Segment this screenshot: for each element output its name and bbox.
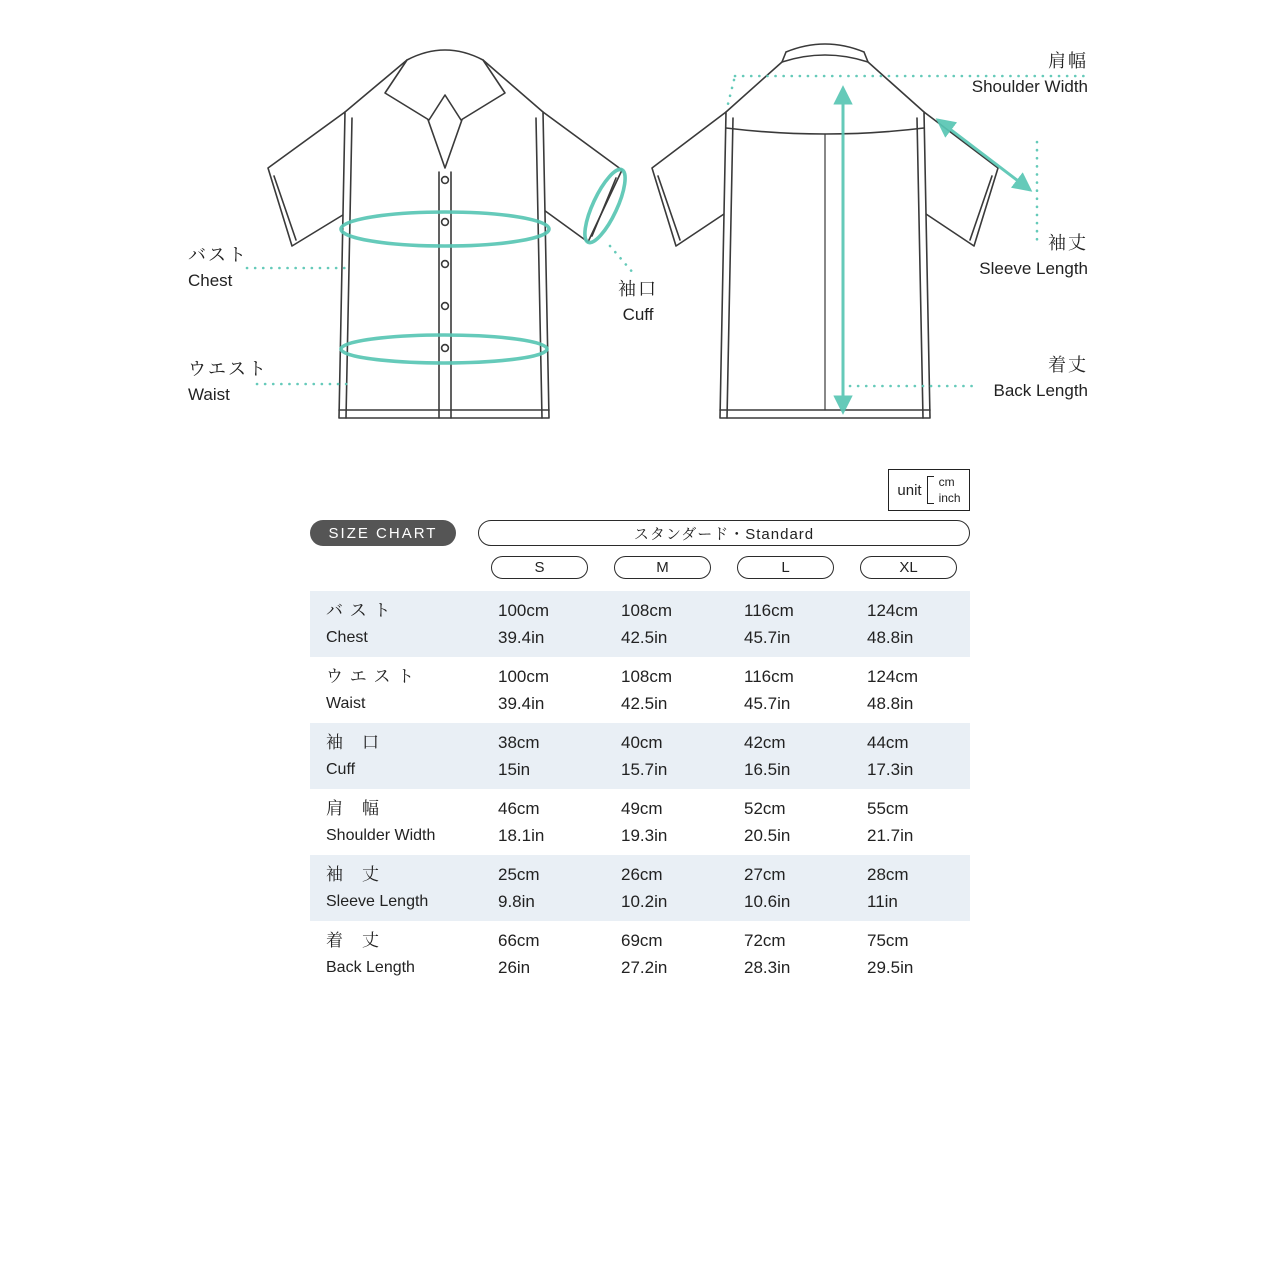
table-row-sleeve-length bbox=[310, 855, 970, 921]
shoulder-drop-leader bbox=[727, 80, 734, 108]
value-cell: 26cm 10.2in bbox=[621, 865, 668, 911]
value-cell: 124cm 48.8in bbox=[867, 667, 919, 713]
row-label-jp: ウ エ ス ト bbox=[326, 667, 416, 686]
value-cell: 42cm 16.5in bbox=[744, 733, 791, 779]
row-label-jp: 袖 丈 bbox=[326, 865, 380, 884]
unit-cm: cm bbox=[938, 475, 955, 489]
cuff-leader bbox=[610, 246, 634, 274]
value-cell: 27cm 10.6in bbox=[744, 865, 791, 911]
table-row-chest bbox=[310, 591, 970, 657]
size-header-row bbox=[478, 556, 970, 580]
value-cell: 46cm 18.1in bbox=[498, 799, 545, 845]
shoulder-width-label-jp: 肩幅 bbox=[1048, 51, 1088, 71]
size-pill-m: M bbox=[614, 556, 711, 579]
value-cell: 25cm 9.8in bbox=[498, 865, 540, 911]
row-label-en: Chest bbox=[326, 629, 368, 646]
shirt-back-illustration bbox=[652, 44, 998, 418]
table-row-back-length bbox=[310, 921, 970, 987]
row-label-jp: バ ス ト bbox=[326, 601, 392, 620]
table-row-cuff bbox=[310, 723, 970, 789]
sleeve-length-label-jp: 袖丈 bbox=[1048, 233, 1088, 253]
cuff-label-en: Cuff bbox=[622, 305, 654, 324]
row-label-en: Cuff bbox=[326, 761, 356, 778]
cuff-label-jp: 袖口 bbox=[618, 279, 658, 299]
row-label-jp: 袖 口 bbox=[326, 733, 380, 752]
sleeve-length-label bbox=[979, 230, 1088, 282]
unit-inch: inch bbox=[938, 491, 961, 505]
row-label-en: Sleeve Length bbox=[326, 893, 429, 910]
value-cell: 108cm 42.5in bbox=[621, 601, 673, 647]
size-chart-badge: SIZE CHART bbox=[310, 520, 456, 546]
row-label-en: Waist bbox=[326, 695, 366, 712]
value-cell: 116cm 45.7in bbox=[744, 601, 794, 647]
value-cell: 100cm 39.4in bbox=[498, 601, 550, 647]
value-cell: 49cm 19.3in bbox=[621, 799, 668, 845]
value-cell: 52cm 20.5in bbox=[744, 799, 791, 845]
chest-label-en: Chest bbox=[188, 271, 233, 290]
value-cell: 108cm 42.5in bbox=[621, 667, 673, 713]
value-cell: 100cm 39.4in bbox=[498, 667, 550, 713]
back-length-label-jp: 着丈 bbox=[1048, 355, 1088, 375]
back-length-label-en: Back Length bbox=[993, 381, 1088, 400]
value-cell: 40cm 15.7in bbox=[621, 733, 668, 779]
value-cell: 124cm 48.8in bbox=[867, 601, 919, 647]
value-cell: 116cm 45.7in bbox=[744, 667, 794, 713]
row-label-en: Shoulder Width bbox=[326, 827, 436, 844]
size-pill-l: L bbox=[737, 556, 834, 579]
value-cell: 38cm 15in bbox=[498, 733, 540, 779]
table-row-waist bbox=[310, 657, 970, 723]
table-row-shoulder-width bbox=[310, 789, 970, 855]
shoulder-width-label-en: Shoulder Width bbox=[971, 77, 1088, 96]
value-cell: 69cm 27.2in bbox=[621, 931, 668, 977]
sleeve-length-label-en: Sleeve Length bbox=[979, 259, 1088, 278]
row-label-en: Back Length bbox=[326, 959, 415, 976]
waist-label-en: Waist bbox=[188, 385, 230, 404]
value-cell: 44cm 17.3in bbox=[867, 733, 914, 779]
category-pill: スタンダード・Standard bbox=[478, 520, 970, 546]
waist-label bbox=[188, 356, 268, 408]
row-label-jp: 肩 幅 bbox=[326, 799, 380, 818]
value-cell: 55cm 21.7in bbox=[867, 799, 914, 845]
unit-word: unit bbox=[897, 481, 922, 499]
unit-box bbox=[888, 469, 970, 511]
row-label-jp: 着 丈 bbox=[326, 931, 380, 950]
back-length-label bbox=[993, 352, 1088, 404]
value-cell: 28cm 11in bbox=[867, 865, 909, 911]
unit-bracket-icon bbox=[927, 476, 934, 504]
shoulder-width-label bbox=[972, 48, 1088, 100]
chest-label bbox=[188, 242, 248, 294]
size-pill-xl: XL bbox=[860, 556, 957, 579]
value-cell: 66cm 26in bbox=[498, 931, 540, 977]
cuff-label bbox=[598, 276, 678, 328]
chest-label-jp: バスト bbox=[188, 245, 248, 265]
waist-label-jp: ウエスト bbox=[188, 359, 268, 379]
value-cell: 75cm 29.5in bbox=[867, 931, 914, 977]
size-pill-s: S bbox=[491, 556, 588, 579]
size-chart-table bbox=[310, 591, 970, 987]
value-cell: 72cm 28.3in bbox=[744, 931, 791, 977]
